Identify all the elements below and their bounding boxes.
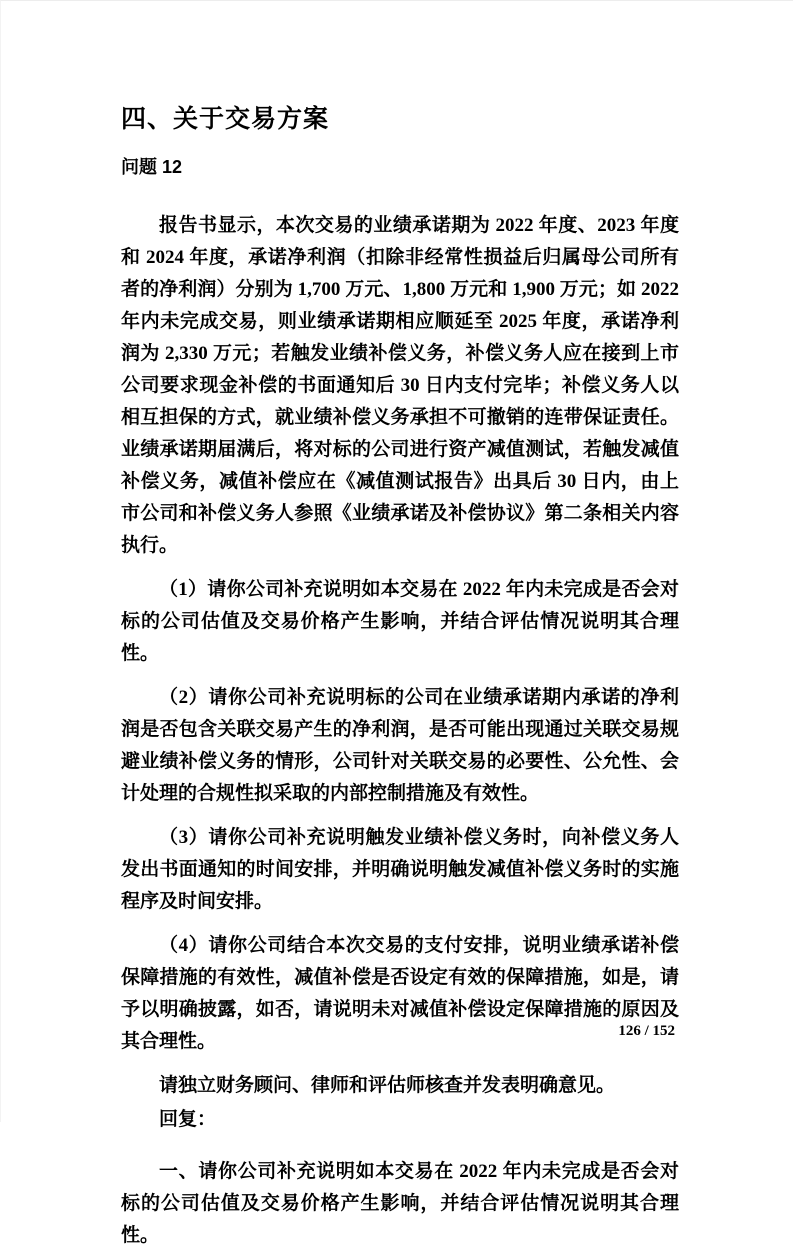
paragraph-verification-request: 请独立财务顾问、律师和评估师核查并发表明确意见。 — [159, 1075, 616, 1096]
paragraph-subquestion-4: （4）请你公司结合本次交易的支付安排，说明业绩承诺补偿保障措施的有效性，减值补偿是否设定有效的保障措施，如是，请予以明确披露，如否，请说明未对减值补偿设定保障措施的原因及其合理性。 — [121, 935, 679, 1052]
paragraph-subquestion-3: （3）请你公司补充说明触发业绩补偿义务时，向补偿义务人发出书面通知的时间安排，并明确说明触发减值补偿义务时的实施程序及时间安排。 — [121, 827, 679, 912]
question-number-label: 问题 12 — [121, 157, 183, 177]
paragraph-restated-question-1: 一、请你公司补充说明如本交易在 2022 年内未完成是否会对标的公司估值及交易价格产生影响，并结合评估情况说明其合理性。 — [121, 1161, 679, 1246]
paragraph-reply-label: 回复： — [159, 1109, 217, 1130]
section-heading: 四、关于交易方案 — [121, 105, 330, 133]
paragraph-performance-commitment-summary: 报告书显示，本次交易的业绩承诺期为 2022 年度、2023 年度和 2024 年度，承诺净利润（扣除非经常性损益后归属母公司所有者的净利润）分别为 1,700 万元、1,800 万元和 1,900 万元；如 2022 年内未完成交易，则业绩承诺期相应顺延至 2025 年度，承诺净利润为 2,330 万元；若触发业绩补偿义务，补偿义务人应在接到上市公司要求现金补偿的书面通知后 30 日内支付完毕；补偿义务人以相互担保的方式，就业绩补偿义务承担不可撤销的连带保证责任。业绩承诺期届满后，将对标的公司进行资产减值测试，若触发减值补偿义务，减值补偿应在《减值测试报告》出具后 30 日内，由上市公司和补偿义务人参照《业绩承诺及补偿协议》第二条相关内容执行。 — [121, 215, 679, 556]
footer-page-number: 126 / 152 — [618, 1023, 675, 1039]
paragraph-subquestion-1: （1）请你公司补充说明如本交易在 2022 年内未完成是否会对标的公司估值及交易价格产生影响，并结合评估情况说明其合理性。 — [121, 579, 679, 664]
paragraph-subquestion-2: （2）请你公司补充说明标的公司在业绩承诺期内承诺的净利润是否包含关联交易产生的净利润，是否可能出现通过关联交易规避业绩补偿义务的情形，公司针对关联交易的必要性、公允性、会计处理的合规性拟采取的内部控制措施及有效性。 — [121, 687, 679, 804]
